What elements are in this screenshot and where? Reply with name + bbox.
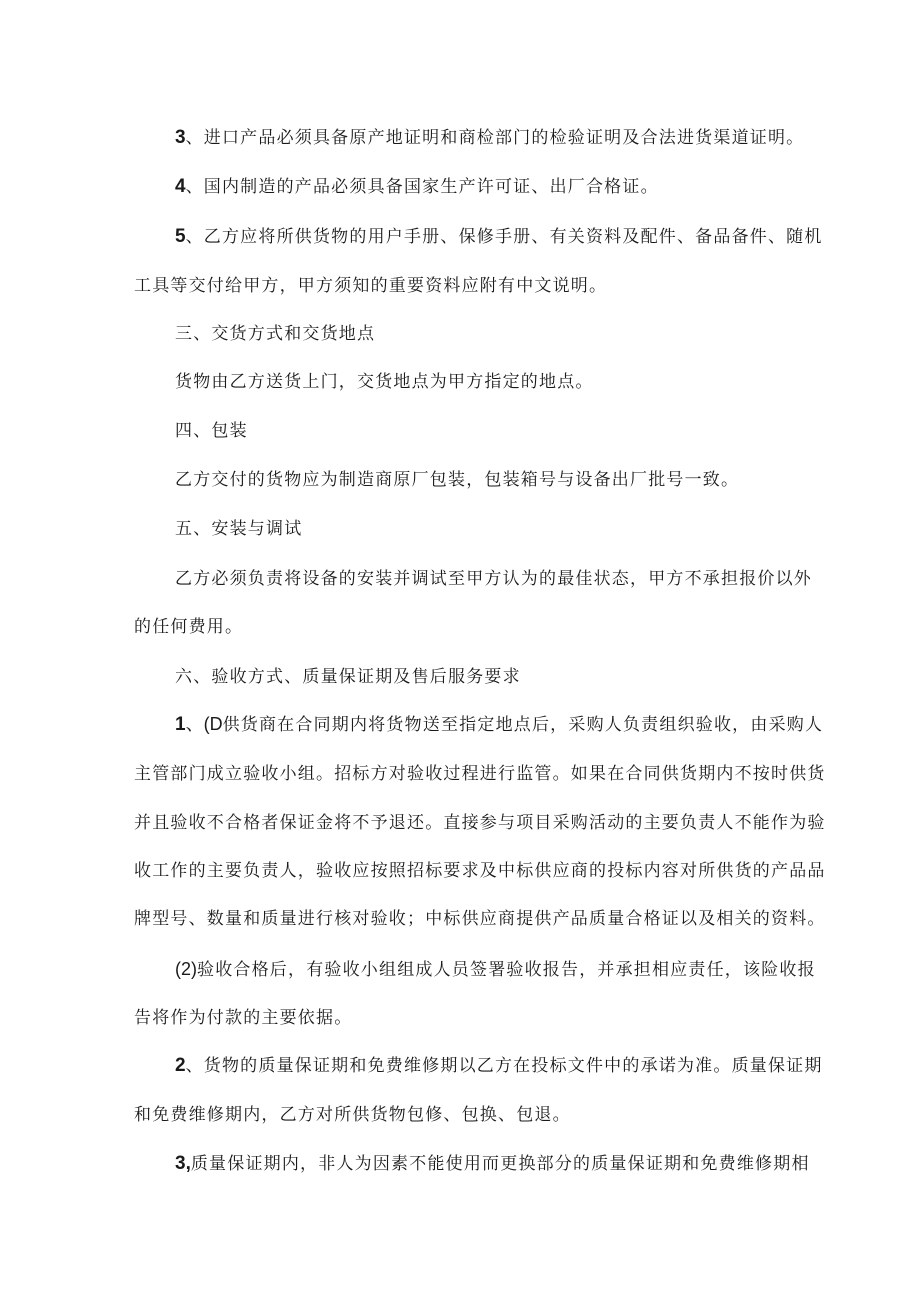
- section-6-item-3-line-1: [175, 1152, 810, 1176]
- item-number: 3: [175, 127, 186, 148]
- section-4-body: 乙方交付的货物应为制造商原厂包装，包装箱号与设备出厂批号一致。: [175, 470, 740, 490]
- section-6-item-1-line-2: 主管部门成立验收小组。招标方对验收过程进行监管。如果在合同供货期内不按时供货: [134, 764, 826, 784]
- item-number: 1: [175, 714, 186, 735]
- section-6-item-1b-line-1: [175, 957, 816, 982]
- item-3: [175, 126, 804, 150]
- section-5-body-line-2: 的任何费用。: [134, 617, 244, 637]
- section-3-body: 货物由乙方送货上门，交货地点为甲方指定的地点。: [175, 372, 594, 392]
- item-text: 、国内制造的产品必须具备国家生产许可证、出厂合格证。: [185, 177, 659, 197]
- item-5-line-2: 工具等交付给甲方，甲方须知的重要资料应附有中文说明。: [134, 276, 608, 296]
- item-number: 4: [175, 176, 186, 197]
- item-number: 2: [175, 1055, 186, 1076]
- item-text: 质量保证期内，非人为因素不能使用而更换部分的质量保证期和免费维修期相: [190, 1154, 810, 1174]
- section-6-item-1-line-5: 牌型号、数量和质量进行核对验收；中标供应商提供产品质量合格证以及相关的资料。: [134, 909, 826, 929]
- section-5-body-line-1: 乙方必须负责将设备的安装并调试至甲方认为的最佳状态，甲方不承担报价以外: [175, 569, 812, 589]
- item-number: 3,: [175, 1153, 191, 1174]
- item-text: 验收合格后，有验收小组组成人员签署验收报告，并承担相应责任，该险收报: [197, 960, 816, 980]
- section-6-item-1-line-4: 收工作的主要负责人，验收应按照招标要求及中标供应商的投标内容对所供货的产品品: [134, 861, 826, 881]
- item-text: 、乙方应将所供货物的用户手册、保修手册、有关资料及配件、备品备件、随机: [185, 227, 823, 247]
- section-6-item-1b-line-2: 告将作为付款的主要依据。: [134, 1008, 353, 1028]
- section-6-item-2-line-2: 和免费维修期内，乙方对所供货物包修、包换、包退。: [134, 1105, 571, 1125]
- item-4: [175, 175, 659, 199]
- item-number: 5: [175, 226, 186, 247]
- section-3-heading: 三、交货方式和交货地点: [175, 324, 376, 344]
- item-text: 供货商在合同期内将货物送至指定地点后，采购人负责组织验收，由采购人: [222, 715, 824, 735]
- section-5-heading: 五、安装与调试: [175, 519, 303, 539]
- section-6-item-1-line-1: [175, 712, 823, 737]
- section-6-item-1-line-3: 并且验收不合格者保证金将不予退还。直接参与项目采购活动的主要负责人不能作为验: [134, 813, 826, 833]
- sub-item-marker: (2): [175, 959, 197, 979]
- item-text: 、进口产品必须具备原产地证明和商检部门的检验证明及合法进货渠道证明。: [185, 128, 805, 148]
- item-text: 、货物的质量保证期和免费维修期以乙方在投标文件中的承诺为准。质量保证期: [185, 1056, 823, 1076]
- section-6-heading: 六、验收方式、质量保证期及售后服务要求: [175, 667, 521, 687]
- section-4-heading: 四、包装: [175, 421, 248, 441]
- item-5-line-1: [175, 225, 823, 249]
- section-6-item-2-line-1: [175, 1054, 823, 1078]
- sub-item-marker: 、(D: [185, 714, 223, 734]
